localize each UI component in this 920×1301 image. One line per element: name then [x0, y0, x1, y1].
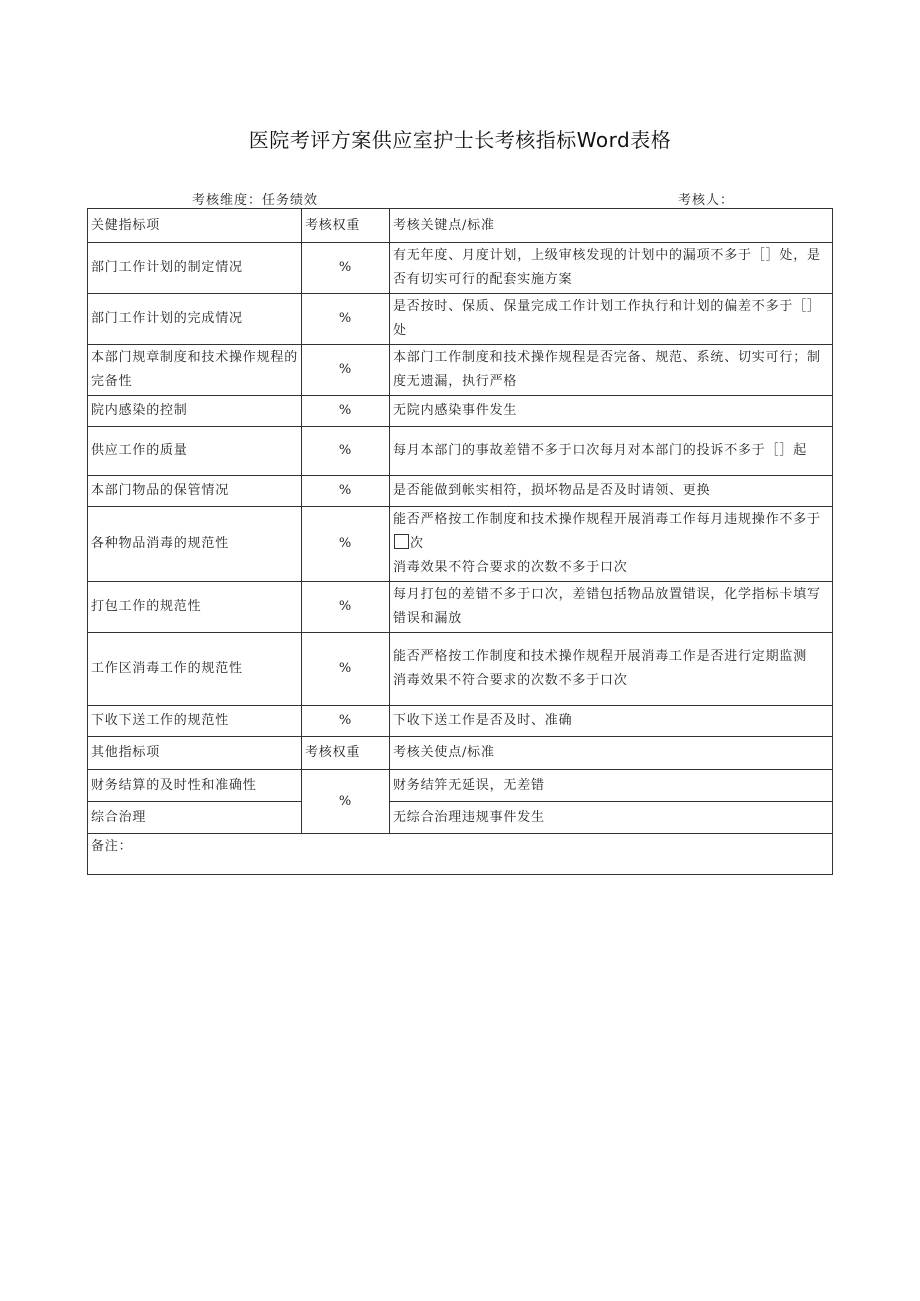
table-row — [88, 294, 833, 345]
table-row — [88, 507, 833, 582]
other-item: 财务结算的及时性和准确性 — [88, 770, 302, 802]
assessor-label: 考核人： — [678, 193, 735, 208]
header-standard: 考核关键点/标准 — [390, 209, 833, 243]
standard-text: 能否严格按工作制度和技术操作规程开展消毒工作是否进行定期监测 — [393, 649, 808, 664]
kpi-weight: % — [302, 476, 390, 507]
kpi-weight: % — [302, 507, 390, 582]
kpi-weight: % — [302, 633, 390, 706]
kpi-standard: 每月本部门的事故差错不多于口次每月对本部门的投诉不多于［］起 — [390, 427, 833, 476]
table-row — [88, 770, 833, 802]
table-row — [88, 802, 833, 834]
kpi-standard: 每月打包的差错不多于口次，差错包括物品放置错误，化学指标卡填写错误和漏放 — [390, 582, 833, 633]
kpi-weight: % — [302, 243, 390, 294]
kpi-item: 部门工作计划的制定情况 — [88, 243, 302, 294]
kpi-standard: 是否能做到帐实相符，损坏物品是否及时请领、更换 — [390, 476, 833, 507]
other-item: 综合治理 — [88, 802, 302, 834]
kpi-item: 本部门规章制度和技术操作规程的完备性 — [88, 345, 302, 396]
kpi-weight: % — [302, 427, 390, 476]
table-row — [88, 706, 833, 737]
other-standard: 财务结笄无延误，无差错 — [390, 770, 833, 802]
standard-text: 次 — [410, 536, 424, 551]
standard-text: 能否严格按工作制度和技术操作规程开展消毒工作每月违规操作不多于 — [393, 512, 821, 527]
kpi-item: 院内感染的控制 — [88, 396, 302, 427]
kpi-standard: 是否按时、保质、保量完成工作计划工作执行和计划的偏差不多于［］处 — [390, 294, 833, 345]
header-weight: 考核权重 — [302, 209, 390, 243]
kpi-weight: % — [302, 396, 390, 427]
kpi-item: 本部门物品的保管情况 — [88, 476, 302, 507]
other-weight: % — [302, 770, 390, 834]
kpi-item: 工作区消毒工作的规范性 — [88, 633, 302, 706]
header-other-weight: 考核权重 — [302, 737, 390, 770]
kpi-standard: 无院内感染事件发生 — [390, 396, 833, 427]
blank-box-icon — [394, 534, 409, 549]
kpi-table — [87, 208, 833, 875]
header-other-item: 其他指标项 — [88, 737, 302, 770]
kpi-item: 打包工作的规范性 — [88, 582, 302, 633]
kpi-item: 部门工作计划的完成情况 — [88, 294, 302, 345]
kpi-item: 各种物品消毒的规范性 — [88, 507, 302, 582]
standard-text: 消毒效果不符合要求的次数不多于口次 — [393, 673, 628, 688]
table-row — [88, 243, 833, 294]
document-title: 医院考评方案供应室护士长考核指标Word表格 — [248, 128, 672, 152]
kpi-weight: % — [302, 706, 390, 737]
kpi-weight: % — [302, 294, 390, 345]
header-kpi-item: 关健指标项 — [88, 209, 302, 243]
table-row — [88, 633, 833, 706]
table-row — [88, 345, 833, 396]
table-row — [88, 476, 833, 507]
kpi-standard: 下收下送工作是否及时、准确 — [390, 706, 833, 737]
table-row — [88, 427, 833, 476]
kpi-weight: % — [302, 582, 390, 633]
kpi-standard — [390, 633, 833, 706]
header-other-standard: 考核关使点/标准 — [390, 737, 833, 770]
kpi-weight: % — [302, 345, 390, 396]
assessment-dimension: 考核维度：任务绩效 — [192, 193, 319, 208]
standard-text: 消毒效果不符合要求的次数不多于口次 — [393, 560, 628, 575]
table-row — [88, 396, 833, 427]
other-header-row — [88, 737, 833, 770]
other-standard: 无综合治理违规事件发生 — [390, 802, 833, 834]
table-header-row — [88, 209, 833, 243]
kpi-standard: 有无年度、月度计划，上级审核发现的计划中的漏项不多于［］处，是否有切实可行的配套实施方案 — [390, 243, 833, 294]
remark: 备注： — [88, 834, 833, 875]
kpi-standard: 本部门工作制度和技术操作规程是否完备、规范、系统、切实可行；制度无遗漏，执行严格 — [390, 345, 833, 396]
table-row — [88, 582, 833, 633]
kpi-item: 供应工作的质量 — [88, 427, 302, 476]
kpi-item: 下收下送工作的规范性 — [88, 706, 302, 737]
remark-row — [88, 834, 833, 875]
kpi-standard — [390, 507, 833, 582]
